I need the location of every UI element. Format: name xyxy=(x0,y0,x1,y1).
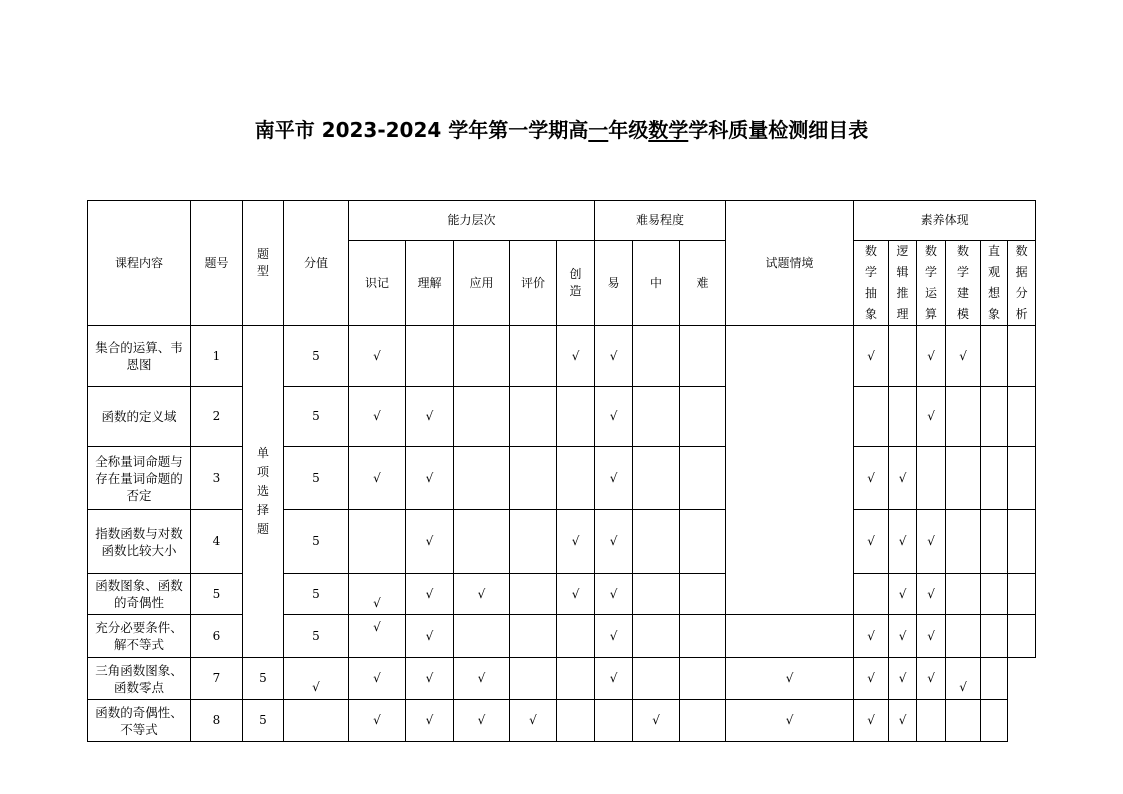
difficulty-cell xyxy=(680,615,726,658)
score-cell: 5 xyxy=(284,447,349,510)
table-row xyxy=(88,615,1036,658)
question-type: 单 项 选 择 题 xyxy=(243,326,284,658)
literacy-cell xyxy=(946,658,981,700)
literacy-cell xyxy=(1008,387,1036,447)
ability_cols-2: 应用 xyxy=(454,241,510,326)
header-course: 课程内容 xyxy=(88,201,191,326)
header-ability: 能力层次 xyxy=(349,201,595,241)
difficulty-cell xyxy=(633,387,680,447)
ability-cell xyxy=(510,387,557,447)
ability-cell xyxy=(454,326,510,387)
check-mark: √ xyxy=(927,628,935,643)
check-mark: √ xyxy=(927,348,935,363)
literacy-cell xyxy=(854,615,889,658)
ability-cell xyxy=(557,326,595,387)
literacy-cell xyxy=(1008,447,1036,510)
ability-cell xyxy=(510,326,557,387)
ability-cell xyxy=(454,447,510,510)
header-row-1 xyxy=(88,201,1036,241)
literacy-cell xyxy=(889,658,917,700)
ability-cell xyxy=(406,658,454,700)
literacy-cell xyxy=(917,447,946,510)
table-row xyxy=(88,510,1036,574)
difficulty-cell xyxy=(595,574,633,615)
header-num: 题号 xyxy=(191,201,243,326)
check-mark: √ xyxy=(373,671,381,685)
question-number: 2 xyxy=(191,387,243,447)
scenario-cell xyxy=(680,658,726,700)
literacy-cell xyxy=(946,447,981,510)
ability-cell xyxy=(557,387,595,447)
difficulty-cell xyxy=(595,615,633,658)
ability-cell xyxy=(510,447,557,510)
ability_cols-3: 评价 xyxy=(510,241,557,326)
ability-cell xyxy=(349,700,406,742)
ability-cell xyxy=(349,574,406,615)
literacy-cell xyxy=(917,700,946,742)
title-subject: 数学 xyxy=(648,118,689,142)
question-number: 4 xyxy=(191,510,243,574)
ability-cell xyxy=(406,326,454,387)
difficulty-cell xyxy=(595,658,633,700)
literacy-cell xyxy=(946,510,981,574)
ability_cols-4: 创 造 xyxy=(557,241,595,326)
table-row xyxy=(88,574,1036,615)
topic-cell: 全称量词命题与存在量词命题的否定 xyxy=(88,447,191,510)
literacy-cell xyxy=(917,574,946,615)
header-literacy: 素养体现 xyxy=(854,201,1036,241)
check-mark: √ xyxy=(959,680,967,694)
ability-cell xyxy=(510,658,557,700)
difficulty-cell xyxy=(680,447,726,510)
literacy-cell xyxy=(981,326,1008,387)
literacy_cols-0: 数 学 抽 象 xyxy=(854,241,889,326)
literacy-cell xyxy=(854,574,889,615)
topic-cell: 三角函数图象、函数零点 xyxy=(88,658,191,700)
literacy-cell xyxy=(981,700,1008,742)
check-mark: √ xyxy=(373,713,381,727)
literacy-cell xyxy=(917,387,946,447)
table-row xyxy=(88,447,1036,510)
literacy_cols-3: 数 学 建 模 xyxy=(946,241,981,326)
literacy-cell xyxy=(726,658,854,700)
check-mark: √ xyxy=(898,534,907,548)
ability-cell xyxy=(510,615,557,658)
question-number: 7 xyxy=(191,658,243,700)
literacy-cell xyxy=(889,447,917,510)
literacy-cell xyxy=(981,574,1008,615)
ability-cell xyxy=(510,700,557,742)
header-scenario: 试题情境 xyxy=(726,201,854,326)
check-mark: √ xyxy=(652,713,660,727)
score-cell: 5 xyxy=(284,326,349,387)
literacy-cell xyxy=(889,387,917,447)
difficulty-cell xyxy=(633,510,680,574)
check-mark: √ xyxy=(867,348,875,363)
title-middle: 年级 xyxy=(608,118,649,142)
check-mark: √ xyxy=(927,586,935,601)
ability-cell xyxy=(406,510,454,574)
difficulty-cell xyxy=(633,326,680,387)
check-mark: √ xyxy=(571,348,580,363)
check-mark: √ xyxy=(425,534,434,548)
ability-cell xyxy=(349,510,406,574)
literacy-cell xyxy=(854,447,889,510)
check-mark: √ xyxy=(785,713,794,727)
check-mark: √ xyxy=(529,713,537,727)
ability-cell xyxy=(510,510,557,574)
check-mark: √ xyxy=(785,671,794,685)
literacy_cols-1: 逻 辑 推 理 xyxy=(889,241,917,326)
title-suffix: 学科质量检测细目表 xyxy=(688,118,869,142)
literacy-cell xyxy=(1008,510,1036,574)
check-mark: √ xyxy=(927,409,935,423)
ability-cell xyxy=(557,574,595,615)
difficulty-cell xyxy=(595,387,633,447)
check-mark: √ xyxy=(898,470,907,485)
check-mark: √ xyxy=(898,628,907,643)
title-grade: 一 xyxy=(588,118,609,142)
check-mark: √ xyxy=(959,348,967,363)
scenario-cell xyxy=(726,615,854,658)
ability-cell xyxy=(406,615,454,658)
literacy-cell xyxy=(854,658,889,700)
ability-cell xyxy=(454,574,510,615)
literacy-cell xyxy=(854,326,889,387)
topic-cell: 集合的运算、韦恩图 xyxy=(88,326,191,387)
topic-cell: 函数的奇偶性、不等式 xyxy=(88,700,191,742)
topic-cell: 函数图象、函数的奇偶性 xyxy=(88,574,191,615)
literacy-cell xyxy=(917,615,946,658)
check-mark: √ xyxy=(609,671,618,685)
check-mark: √ xyxy=(373,619,381,634)
scenario-cell xyxy=(680,700,726,742)
literacy-cell xyxy=(854,510,889,574)
question-number: 3 xyxy=(191,447,243,510)
table-row xyxy=(88,700,1036,742)
check-mark: √ xyxy=(898,713,907,727)
check-mark: √ xyxy=(609,586,618,601)
literacy-cell xyxy=(889,574,917,615)
check-mark: √ xyxy=(898,671,907,685)
table-row xyxy=(88,658,1036,700)
ability_cols-0: 识记 xyxy=(349,241,406,326)
detail-table xyxy=(87,200,1036,742)
ability-cell xyxy=(406,574,454,615)
difficulty-cell xyxy=(680,510,726,574)
check-mark: √ xyxy=(867,534,875,548)
question-number: 6 xyxy=(191,615,243,658)
difficulty-cell xyxy=(680,574,726,615)
literacy_cols-5: 数 据 分 析 xyxy=(1008,241,1036,326)
check-mark: √ xyxy=(425,409,434,423)
score-cell: 5 xyxy=(243,658,284,700)
literacy-cell xyxy=(981,447,1008,510)
score-cell: 5 xyxy=(243,700,284,742)
check-mark: √ xyxy=(425,470,434,485)
ability-cell xyxy=(406,387,454,447)
score-cell: 5 xyxy=(284,510,349,574)
check-mark: √ xyxy=(867,671,875,685)
ability-cell xyxy=(284,700,349,742)
literacy-cell xyxy=(726,700,854,742)
check-mark: √ xyxy=(609,628,618,643)
question-number: 1 xyxy=(191,326,243,387)
question-number: 8 xyxy=(191,700,243,742)
page-title xyxy=(0,114,1123,143)
topic-cell: 充分必要条件、解不等式 xyxy=(88,615,191,658)
check-mark: √ xyxy=(312,680,320,694)
literacy-cell xyxy=(981,658,1008,700)
check-mark: √ xyxy=(425,713,434,727)
check-mark: √ xyxy=(477,713,486,727)
literacy-cell xyxy=(917,510,946,574)
ability-cell xyxy=(454,615,510,658)
difficulty-cell xyxy=(633,574,680,615)
question-number: 5 xyxy=(191,574,243,615)
ability-cell xyxy=(557,615,595,658)
difficulty-cell xyxy=(595,510,633,574)
ability-cell xyxy=(454,700,510,742)
check-mark: √ xyxy=(927,671,935,685)
difficulty_cols-1: 中 xyxy=(633,241,680,326)
topic-cell: 函数的定义域 xyxy=(88,387,191,447)
difficulty-cell xyxy=(595,700,633,742)
literacy-cell xyxy=(1008,574,1036,615)
literacy_cols-2: 数 学 运 算 xyxy=(917,241,946,326)
literacy-cell xyxy=(889,700,917,742)
ability-cell xyxy=(284,658,349,700)
literacy_cols-4: 直 观 想 象 xyxy=(981,241,1008,326)
literacy-cell xyxy=(981,510,1008,574)
difficulty-cell xyxy=(595,326,633,387)
check-mark: √ xyxy=(867,628,875,643)
ability-cell xyxy=(349,615,406,658)
scenario-cell xyxy=(726,326,854,615)
check-mark: √ xyxy=(898,586,907,601)
check-mark: √ xyxy=(373,595,381,610)
ability-cell xyxy=(454,387,510,447)
literacy-cell xyxy=(1008,326,1036,387)
title-prefix: 南平市 2023-2024 学年第一学期高 xyxy=(254,118,589,142)
check-mark: √ xyxy=(927,534,935,548)
check-mark: √ xyxy=(373,470,381,485)
literacy-cell xyxy=(889,510,917,574)
check-mark: √ xyxy=(609,409,618,423)
difficulty-cell xyxy=(595,447,633,510)
literacy-cell xyxy=(981,387,1008,447)
difficulty-cell xyxy=(680,387,726,447)
check-mark: √ xyxy=(571,534,580,548)
score-cell: 5 xyxy=(284,615,349,658)
ability-cell xyxy=(349,387,406,447)
header-difficulty: 难易程度 xyxy=(595,201,726,241)
ability-cell xyxy=(557,447,595,510)
difficulty-cell xyxy=(633,700,680,742)
ability-cell xyxy=(454,658,510,700)
ability-cell xyxy=(454,510,510,574)
check-mark: √ xyxy=(571,586,580,601)
ability-cell xyxy=(349,658,406,700)
literacy-cell xyxy=(854,700,889,742)
literacy-cell xyxy=(946,326,981,387)
difficulty-cell xyxy=(680,326,726,387)
check-mark: √ xyxy=(609,534,618,548)
ability-cell xyxy=(557,510,595,574)
literacy-cell xyxy=(946,574,981,615)
check-mark: √ xyxy=(425,586,434,601)
ability-cell xyxy=(406,700,454,742)
check-mark: √ xyxy=(425,628,434,643)
table-row xyxy=(88,387,1036,447)
check-mark: √ xyxy=(425,671,434,685)
score-cell: 5 xyxy=(284,574,349,615)
check-mark: √ xyxy=(867,470,875,485)
check-mark: √ xyxy=(477,671,486,685)
ability-cell xyxy=(406,447,454,510)
literacy-cell xyxy=(917,326,946,387)
table-row xyxy=(88,326,1036,387)
header-score: 分值 xyxy=(284,201,349,326)
check-mark: √ xyxy=(477,586,486,601)
literacy-cell xyxy=(946,700,981,742)
check-mark: √ xyxy=(373,409,381,423)
ability_cols-1: 理解 xyxy=(406,241,454,326)
score-cell: 5 xyxy=(284,387,349,447)
ability-cell xyxy=(510,574,557,615)
check-mark: √ xyxy=(609,348,618,363)
ability-cell xyxy=(349,447,406,510)
check-mark: √ xyxy=(373,348,381,363)
literacy-cell xyxy=(917,658,946,700)
literacy-cell xyxy=(946,387,981,447)
literacy-cell xyxy=(981,615,1008,658)
difficulty_cols-0: 易 xyxy=(595,241,633,326)
difficulty-cell xyxy=(633,615,680,658)
literacy-cell xyxy=(946,615,981,658)
difficulty-cell xyxy=(633,658,680,700)
topic-cell: 指数函数与对数函数比较大小 xyxy=(88,510,191,574)
literacy-cell xyxy=(854,387,889,447)
difficulty_cols-2: 难 xyxy=(680,241,726,326)
literacy-cell xyxy=(889,326,917,387)
ability-cell xyxy=(349,326,406,387)
check-mark: √ xyxy=(867,713,875,727)
difficulty-cell xyxy=(557,658,595,700)
difficulty-cell xyxy=(557,700,595,742)
check-mark: √ xyxy=(609,470,618,485)
header-type: 题 型 xyxy=(243,201,284,326)
literacy-cell xyxy=(889,615,917,658)
difficulty-cell xyxy=(633,447,680,510)
literacy-cell xyxy=(1008,615,1036,658)
